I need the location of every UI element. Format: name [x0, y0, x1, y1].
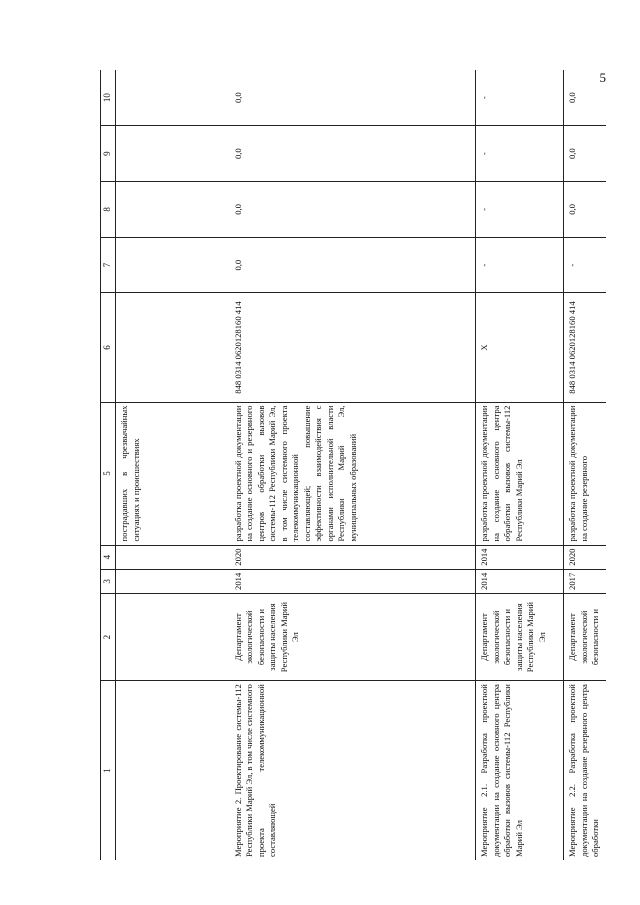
cell-value-7: [116, 237, 230, 293]
cell-end-year: 2020: [564, 545, 606, 569]
cell-value-9: 0,0: [564, 126, 606, 182]
cell-result: разработка проектной документации на создание основного и резервного центров обработки вызовов системы-112 Республики Марий Эл, в том числе системного проекта телекоммуникационной составляющей; повышение эффективности взаимодействия с органами исполнительной власти Республики Марий Эл, муниципальных образований: [230, 402, 476, 545]
header-col-4: 4: [101, 545, 116, 569]
cell-executor: Департамент экологической безопасности и защиты населения Республики Марий Эл: [230, 593, 476, 680]
cell-value-9: -: [476, 126, 564, 182]
header-col-6: 6: [101, 293, 116, 402]
cell-value-9: [116, 126, 230, 182]
cell-executor: [116, 593, 230, 680]
cell-end-year: 2014: [476, 545, 564, 569]
cell-result: разработка проектной документации на создание основного центра обработки вызовов системы-112 Республики Марий Эл: [476, 402, 564, 545]
header-col-3: 3: [101, 569, 116, 593]
cell-event: Мероприятие 2.1. Разработка проектной документации на создание основного центра обработки вызовов системы-112 Республики Марий Эл: [476, 681, 564, 860]
cell-value-8: 0,0: [230, 182, 476, 238]
cell-value-10: [116, 70, 230, 126]
table-row: [476, 70, 564, 860]
header-row: [101, 70, 116, 860]
cell-value-8: [116, 182, 230, 238]
cell-value-9: 0,0: [230, 126, 476, 182]
page-number: 5: [599, 70, 606, 85]
cell-result: пострадавших в чрезвычайных ситуациях и происшествиях: [116, 402, 230, 545]
cell-value-7: 0,0: [230, 237, 476, 293]
table-row: [116, 70, 230, 860]
cell-value-7: -: [564, 237, 606, 293]
cell-start-year: [116, 569, 230, 593]
rotated-table-wrapper: [100, 70, 600, 860]
cell-value-10: 0,0: [230, 70, 476, 126]
cell-executor: Департамент экологической безопасности и защиты населения Республики Марий Эл: [476, 593, 564, 680]
cell-value-8: 0,0: [564, 182, 606, 238]
table-row: [564, 70, 606, 860]
cell-start-year: 2014: [476, 569, 564, 593]
cell-event: Мероприятие 2.2. Разработка проектной документации на создание резервного центра обработки: [564, 681, 606, 860]
program-table: [100, 70, 606, 860]
header-col-1: 1: [101, 681, 116, 860]
cell-start-year: 2017: [564, 569, 606, 593]
cell-result: разработка проектной документации на создание резервного: [564, 402, 606, 545]
cell-event: Мероприятие 2. Проектирование системы-112 Республики Марий Эл, в том числе системного проекта телекоммуникационной составляющей: [232, 684, 277, 857]
cell-value-10: 0,0: [564, 70, 606, 126]
cell-executor: Департамент экологической безопасности и: [564, 593, 606, 680]
cell-start-year: 2014: [230, 569, 476, 593]
header-col-8: 8: [101, 182, 116, 238]
cell-end-year: 2020: [230, 545, 476, 569]
cell-event: [116, 681, 230, 860]
table-row: [230, 70, 476, 860]
header-col-7: 7: [101, 237, 116, 293]
cell-value-7: -: [476, 237, 564, 293]
cell-value-10: -: [476, 70, 564, 126]
header-col-9: 9: [101, 126, 116, 182]
cell-end-year: [116, 545, 230, 569]
cell-budget-code: 848 0314 0620128160 414: [230, 293, 476, 402]
header-col-5: 5: [101, 402, 116, 545]
header-col-10: 10: [101, 70, 116, 126]
cell-value-8: -: [476, 182, 564, 238]
cell-budget-code: X: [476, 293, 564, 402]
cell-budget-code: [116, 293, 230, 402]
cell-budget-code: 848 0314 0620128160 414: [564, 293, 606, 402]
header-col-2: 2: [101, 593, 116, 680]
